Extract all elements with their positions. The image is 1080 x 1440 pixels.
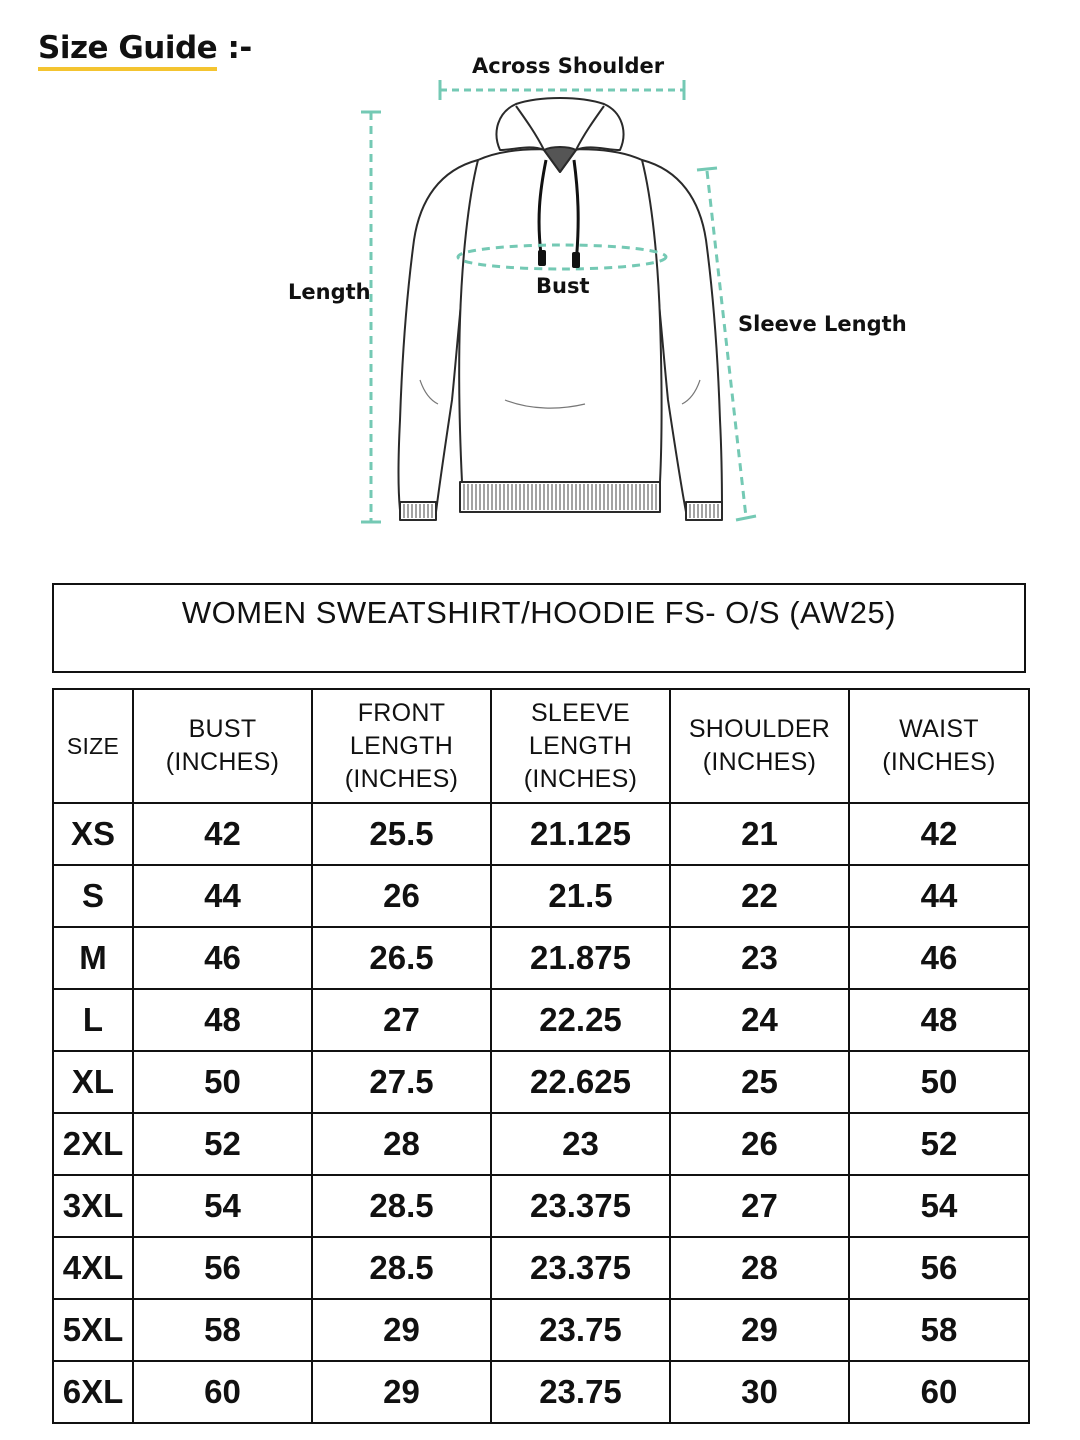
cell-bust: 56 [133,1237,312,1299]
header-waist-line1: WAIST [899,715,979,743]
cell-sleeve-length: 23.375 [491,1237,670,1299]
cell-waist: 44 [849,865,1029,927]
cell-shoulder: 30 [670,1361,849,1423]
cell-bust: 44 [133,865,312,927]
cell-bust: 52 [133,1113,312,1175]
size-table-body [53,803,1029,1423]
cell-shoulder: 21 [670,803,849,865]
header-sleeve-length-line2: LENGTH [528,731,633,760]
cell-waist: 48 [849,989,1029,1051]
header-bust-line1: BUST [188,715,257,743]
cell-front-length: 25.5 [312,803,491,865]
size-guide-title-text: Size Guide [38,30,217,71]
cell-size: M [53,927,133,989]
cell-waist: 52 [849,1113,1029,1175]
table-header-row [53,689,1029,803]
cell-sleeve-length: 21.125 [491,803,670,865]
cell-size: XL [53,1051,133,1113]
table-row [53,1113,1029,1175]
cell-size: L [53,989,133,1051]
cell-size: S [53,865,133,927]
header-sleeve-length-line3: (INCHES) [523,764,638,793]
across-shoulder-label: Across Shoulder [472,54,665,78]
table-row [53,803,1029,865]
cell-bust: 50 [133,1051,312,1113]
cell-front-length: 26.5 [312,927,491,989]
cell-waist: 46 [849,927,1029,989]
cell-sleeve-length: 23.75 [491,1299,670,1361]
cell-size: 2XL [53,1113,133,1175]
length-measure [361,112,381,522]
cell-front-length: 27 [312,989,491,1051]
cell-size: 4XL [53,1237,133,1299]
hoodie-outline [399,98,723,520]
cell-size: 3XL [53,1175,133,1237]
cell-sleeve-length: 21.875 [491,927,670,989]
size-table [52,688,1030,1424]
header-sleeve-length [491,689,670,803]
table-row [53,1175,1029,1237]
cell-bust: 42 [133,803,312,865]
cell-waist: 56 [849,1237,1029,1299]
cell-bust: 54 [133,1175,312,1237]
table-row [53,989,1029,1051]
cell-bust: 60 [133,1361,312,1423]
table-title: WOMEN SWEATSHIRT/HOODIE FS- O/S (AW25) [52,583,1026,673]
cell-size: XS [53,803,133,865]
cell-shoulder: 25 [670,1051,849,1113]
header-front-length [312,689,491,803]
header-size-line1: SIZE [66,732,120,759]
bust-label: Bust [536,274,590,298]
cell-front-length: 28.5 [312,1175,491,1237]
header-waist [849,689,1029,803]
length-label: Length [288,280,371,304]
cell-shoulder: 28 [670,1237,849,1299]
cell-waist: 60 [849,1361,1029,1423]
cell-size: 6XL [53,1361,133,1423]
header-waist-line2: (INCHES) [882,748,996,776]
cell-shoulder: 22 [670,865,849,927]
cell-waist: 50 [849,1051,1029,1113]
header-front-length-line2: LENGTH [349,731,454,760]
cell-front-length: 28.5 [312,1237,491,1299]
header-sleeve-length-line1: SLEEVE [530,698,631,727]
cell-front-length: 29 [312,1361,491,1423]
header-front-length-line1: FRONT [357,698,446,727]
cell-bust: 46 [133,927,312,989]
cell-shoulder: 23 [670,927,849,989]
cell-front-length: 26 [312,865,491,927]
header-bust-line2: (INCHES) [165,748,280,776]
cell-size: 5XL [53,1299,133,1361]
cell-front-length: 27.5 [312,1051,491,1113]
cell-waist: 42 [849,803,1029,865]
header-front-length-line3: (INCHES) [344,764,459,793]
cell-front-length: 28 [312,1113,491,1175]
across-shoulder-measure [440,80,684,100]
table-row [53,1051,1029,1113]
table-row [53,865,1029,927]
cell-shoulder: 27 [670,1175,849,1237]
cell-front-length: 29 [312,1299,491,1361]
cell-shoulder: 24 [670,989,849,1051]
header-shoulder-line1: SHOULDER [688,715,831,743]
cell-sleeve-length: 23 [491,1113,670,1175]
table-row [53,1237,1029,1299]
size-guide-title-suffix: :- [217,30,252,66]
cell-sleeve-length: 22.25 [491,989,670,1051]
cell-sleeve-length: 23.375 [491,1175,670,1237]
cell-bust: 48 [133,989,312,1051]
table-row [53,1361,1029,1423]
table-row [53,1299,1029,1361]
table-row [53,927,1029,989]
cell-sleeve-length: 21.5 [491,865,670,927]
cell-bust: 58 [133,1299,312,1361]
cell-waist: 58 [849,1299,1029,1361]
sleeve-length-label: Sleeve Length [738,312,907,336]
header-shoulder-line2: (INCHES) [702,748,817,776]
cell-sleeve-length: 23.75 [491,1361,670,1423]
cell-shoulder: 26 [670,1113,849,1175]
header-bust [133,689,312,803]
header-size [53,689,133,803]
cell-waist: 54 [849,1175,1029,1237]
cell-sleeve-length: 22.625 [491,1051,670,1113]
header-shoulder [670,689,849,803]
cell-shoulder: 29 [670,1299,849,1361]
